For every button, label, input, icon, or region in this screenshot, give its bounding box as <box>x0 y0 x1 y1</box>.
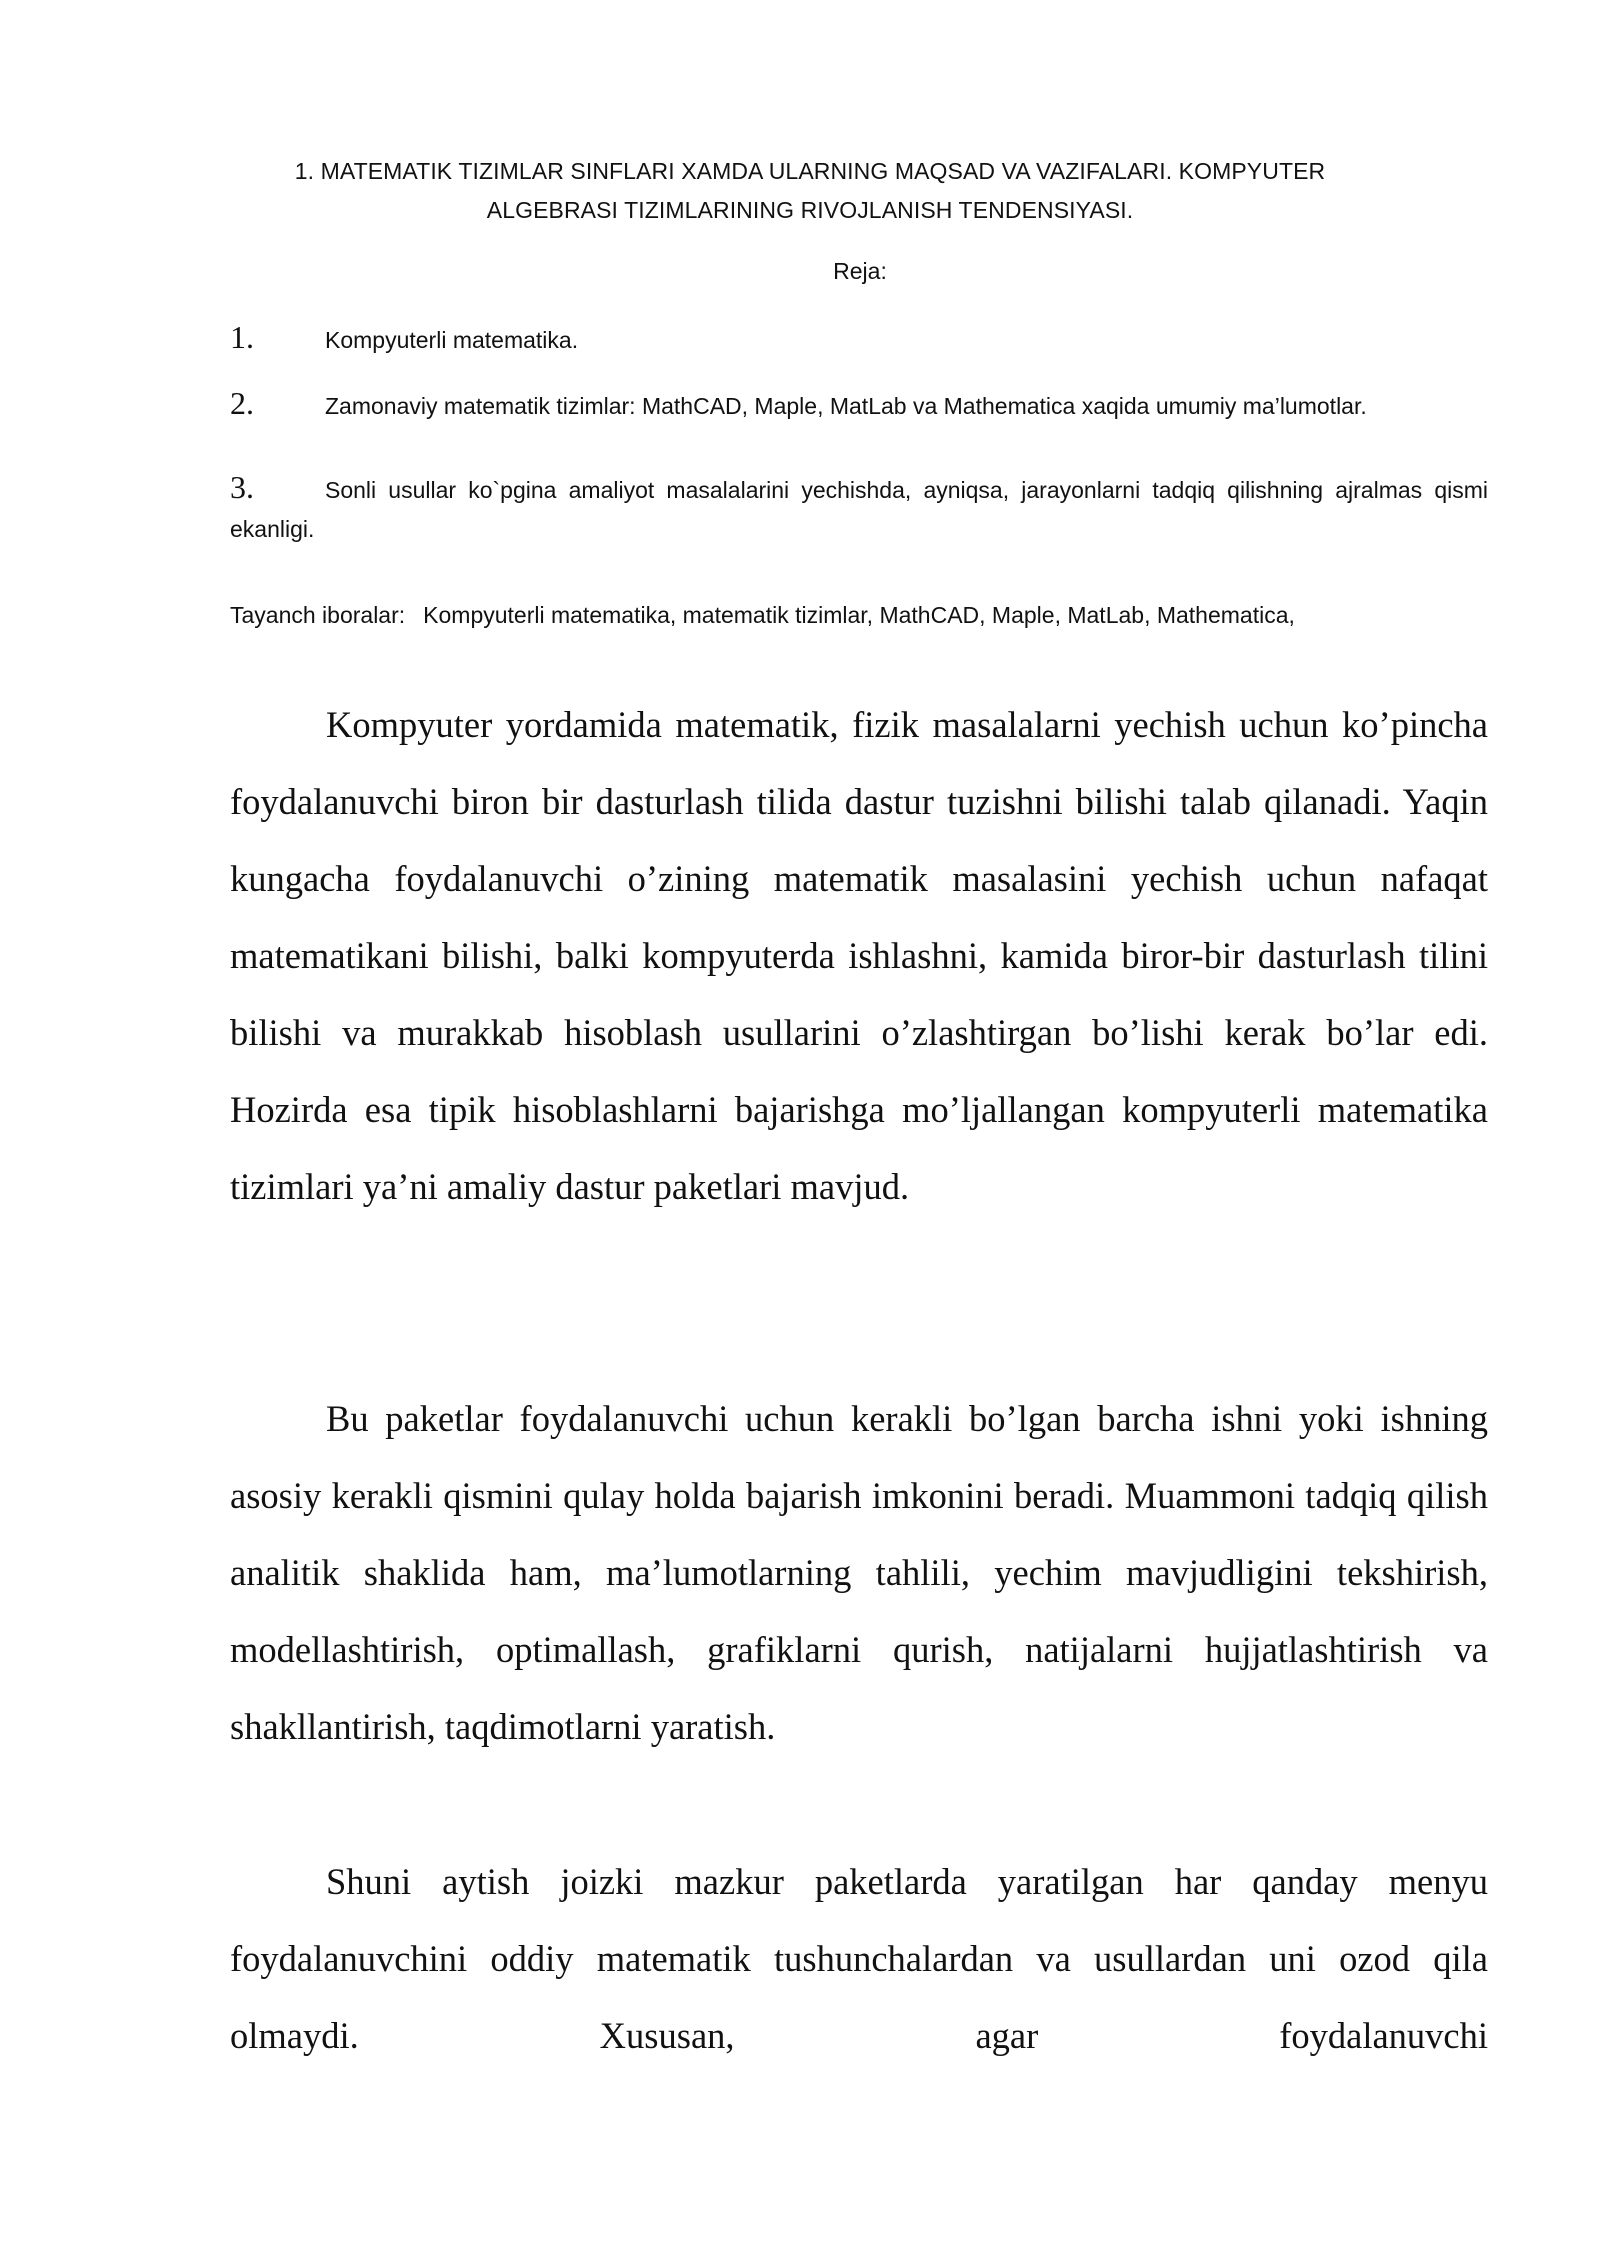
body-paragraph-2 <box>230 1380 1488 1765</box>
plan-item-text: Sonli usullar ko`pgina amaliyot masalalarini yechishda, ayniqsa, jarayonlarni tadqiq qilishning ajralmas qismi ekanligi. <box>230 477 1488 542</box>
paragraph-text: Kompyuter yordamida matematik, fizik masalalarni yechish uchun ko’pincha foydalanuvchi biron bir dasturlash tilida dastur tuzishni bilishi talab qilanadi. Yaqin kungacha foydalanuvchi o’zining matematik masalasini yechish uchun nafaqat matematikani bilishi, balki kompyuterda ishlashni, kamida biror-bir dasturlash tilini bilishi va murakkab hisoblash usullarini o’zlashtirgan bo’lishi kerak bo’lar edi. Hozirda esa tipik hisoblashlarni bajarishga mo’ljallangan kompyuterli matematika tizimlari ya’ni amaliy dastur paketlari mavjud. <box>230 704 1488 1207</box>
plan-item-2 <box>230 384 1488 426</box>
plan-item-number: 1. <box>230 319 254 355</box>
keywords-text: Kompyuterli matematika, matematik tizimlar, MathCAD, Maple, MatLab, Mathematica, <box>423 602 1295 628</box>
plan-item-text: Kompyuterli matematika. <box>325 327 579 353</box>
plan-item-number: 2. <box>230 385 254 421</box>
plan-item-1 <box>230 318 1488 360</box>
keywords-line <box>230 596 1488 635</box>
body-paragraph-3 <box>230 1843 1488 2074</box>
plan-item-number: 3. <box>230 469 254 505</box>
document-title: 1. MATEMATIK TIZIMLAR SINFLARI XAMDA ULARNING MAQSAD VA VAZIFALARI. KOMPYUTER ALGEBRASI TIZIMLARINING RIVOJLANISH TENDENSIYASI. <box>294 158 1326 223</box>
paragraph-text: Shuni aytish joizki mazkur paketlarda yaratilgan har qanday menyu foydalanuvchini oddiy matematik tushunchalardan va usullardan uni ozod qila olmaydi. Xususan, agar foydalanuvchi <box>230 1861 1488 2056</box>
plan-item-text: Zamonaviy matematik tizimlar: MathCAD, Maple, MatLab va Mathematica xaqida umumiy ma’lumotlar. <box>325 393 1367 419</box>
plan-item-3 <box>230 468 1488 549</box>
body-paragraph-1 <box>230 686 1488 1225</box>
keywords-label: Tayanch iboralar: <box>230 602 406 628</box>
plan-heading: Reja: <box>833 258 887 284</box>
paragraph-text: Bu paketlar foydalanuvchi uchun kerakli bo’lgan barcha ishni yoki ishning asosiy kerakli qismini qulay holda bajarish imkonini beradi. Muammoni tadqiq qilish analitik shaklida ham, ma’lumotlarning tahlili, yechim mavjudligini tekshirish, modellashtirish, optimallash, grafiklarni qurish, natijalarni hujjatlashtirish va shakllantirish, taqdimotlarni yaratish. <box>230 1398 1488 1747</box>
